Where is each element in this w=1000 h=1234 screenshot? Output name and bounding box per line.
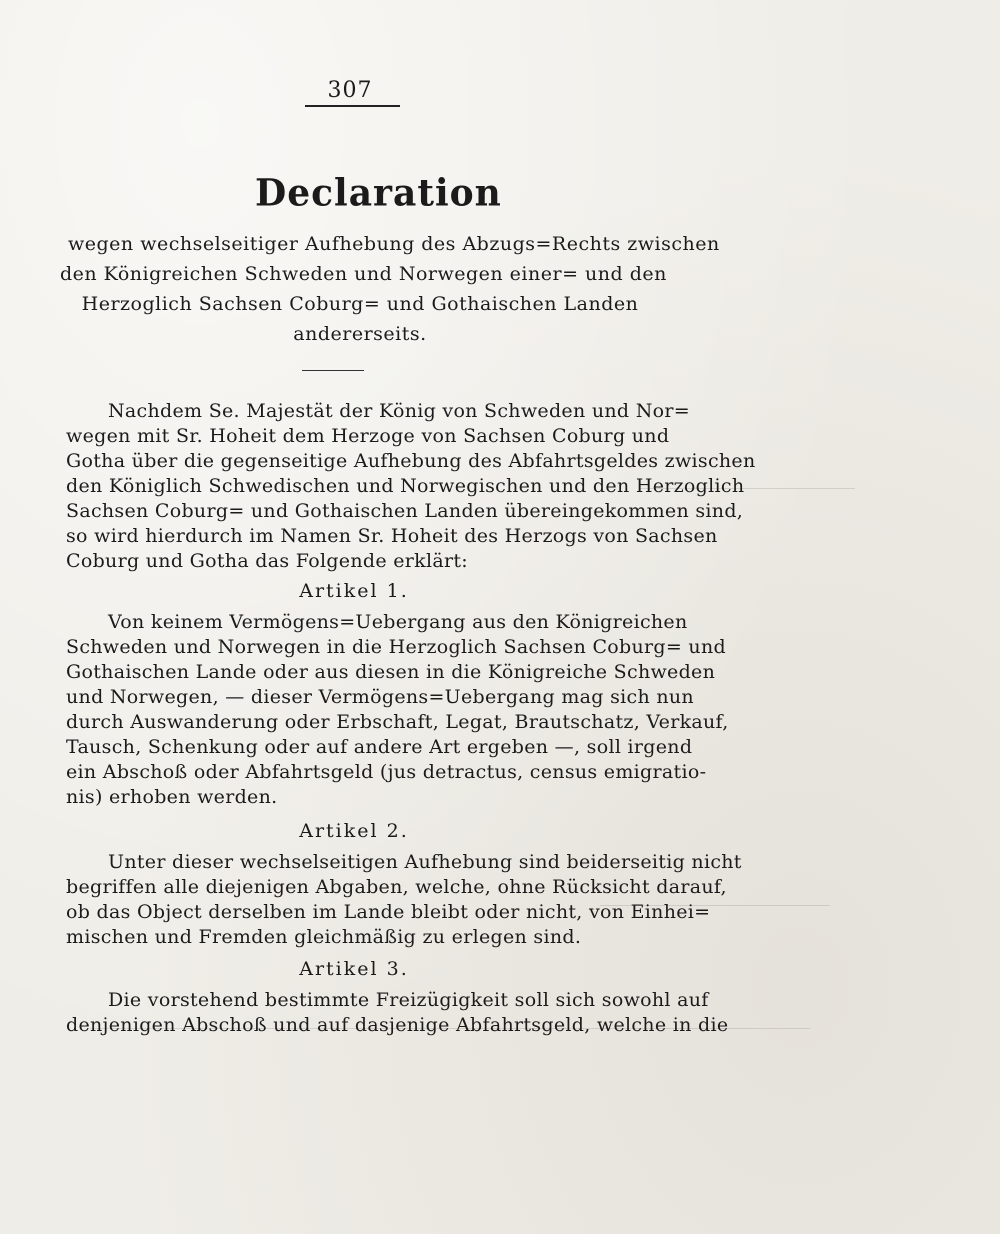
article-line: Unter dieser wechselseitigen Aufhebung sind beiderseitig nicht: [108, 851, 742, 873]
preamble-line: wegen mit Sr. Hoheit dem Herzoge von Sachsen Coburg und: [66, 425, 670, 447]
preamble-line: Gotha über die gegenseitige Aufhebung des Abfahrtsgeldes zwischen: [66, 450, 756, 472]
article-line: Von keinem Vermögens=Uebergang aus den Königreichen: [108, 611, 688, 633]
article-heading: Artikel 2.: [299, 820, 409, 842]
subtitle-line: andererseits.: [293, 323, 427, 345]
article-line: mischen und Fremden gleichmäßig zu erlegen sind.: [66, 926, 582, 948]
article-line: denjenigen Abschoß und auf dasjenige Abfahrtsgeld, welche in die: [66, 1014, 729, 1036]
article-line: ein Abschoß oder Abfahrtsgeld (jus detractus, census emigratio-: [66, 761, 707, 783]
article-line: nis) erhoben werden.: [66, 786, 278, 808]
article-line: Schweden und Norwegen in die Herzoglich Sachsen Coburg= und: [66, 636, 726, 658]
article-heading: Artikel 1.: [299, 580, 409, 602]
article-line: und Norwegen, — dieser Vermögens=Uebergang mag sich nun: [66, 686, 694, 708]
subtitle-line: den Königreichen Schweden und Norwegen einer= und den: [60, 263, 667, 285]
subtitle-line: wegen wechselseitiger Aufhebung des Abzugs=Rechts zwischen: [68, 233, 720, 255]
page-number-underline: [305, 105, 400, 107]
page-number: 307: [327, 78, 373, 103]
article-line: begriffen alle diejenigen Abgaben, welche, ohne Rücksicht darauf,: [66, 876, 727, 898]
preamble-line: Nachdem Se. Majestät der König von Schweden und Nor=: [108, 400, 690, 422]
preamble-line: Coburg und Gotha das Folgende erklärt:: [66, 550, 468, 572]
document-title: Declaration: [255, 170, 502, 216]
article-line: Tausch, Schenkung oder auf andere Art ergeben —, soll irgend: [66, 736, 693, 758]
article-line: Gothaischen Lande oder aus diesen in die Königreiche Schweden: [66, 661, 716, 683]
article-line: Die vorstehend bestimmte Freizügigkeit soll sich sowohl auf: [108, 989, 709, 1011]
preamble-line: den Königlich Schwedischen und Norwegischen und den Herzoglich: [66, 475, 745, 497]
article-heading: Artikel 3.: [299, 958, 409, 980]
section-divider: [302, 370, 364, 371]
subtitle-line: Herzoglich Sachsen Coburg= und Gothaischen Landen: [81, 293, 639, 315]
article-line: ob das Object derselben im Lande bleibt oder nicht, von Einhei=: [66, 901, 711, 923]
preamble-line: so wird hierdurch im Namen Sr. Hoheit des Herzogs von Sachsen: [66, 525, 718, 547]
article-line: durch Auswanderung oder Erbschaft, Legat, Brautschatz, Verkauf,: [66, 711, 729, 733]
preamble-line: Sachsen Coburg= und Gothaischen Landen übereingekommen sind,: [66, 500, 744, 522]
